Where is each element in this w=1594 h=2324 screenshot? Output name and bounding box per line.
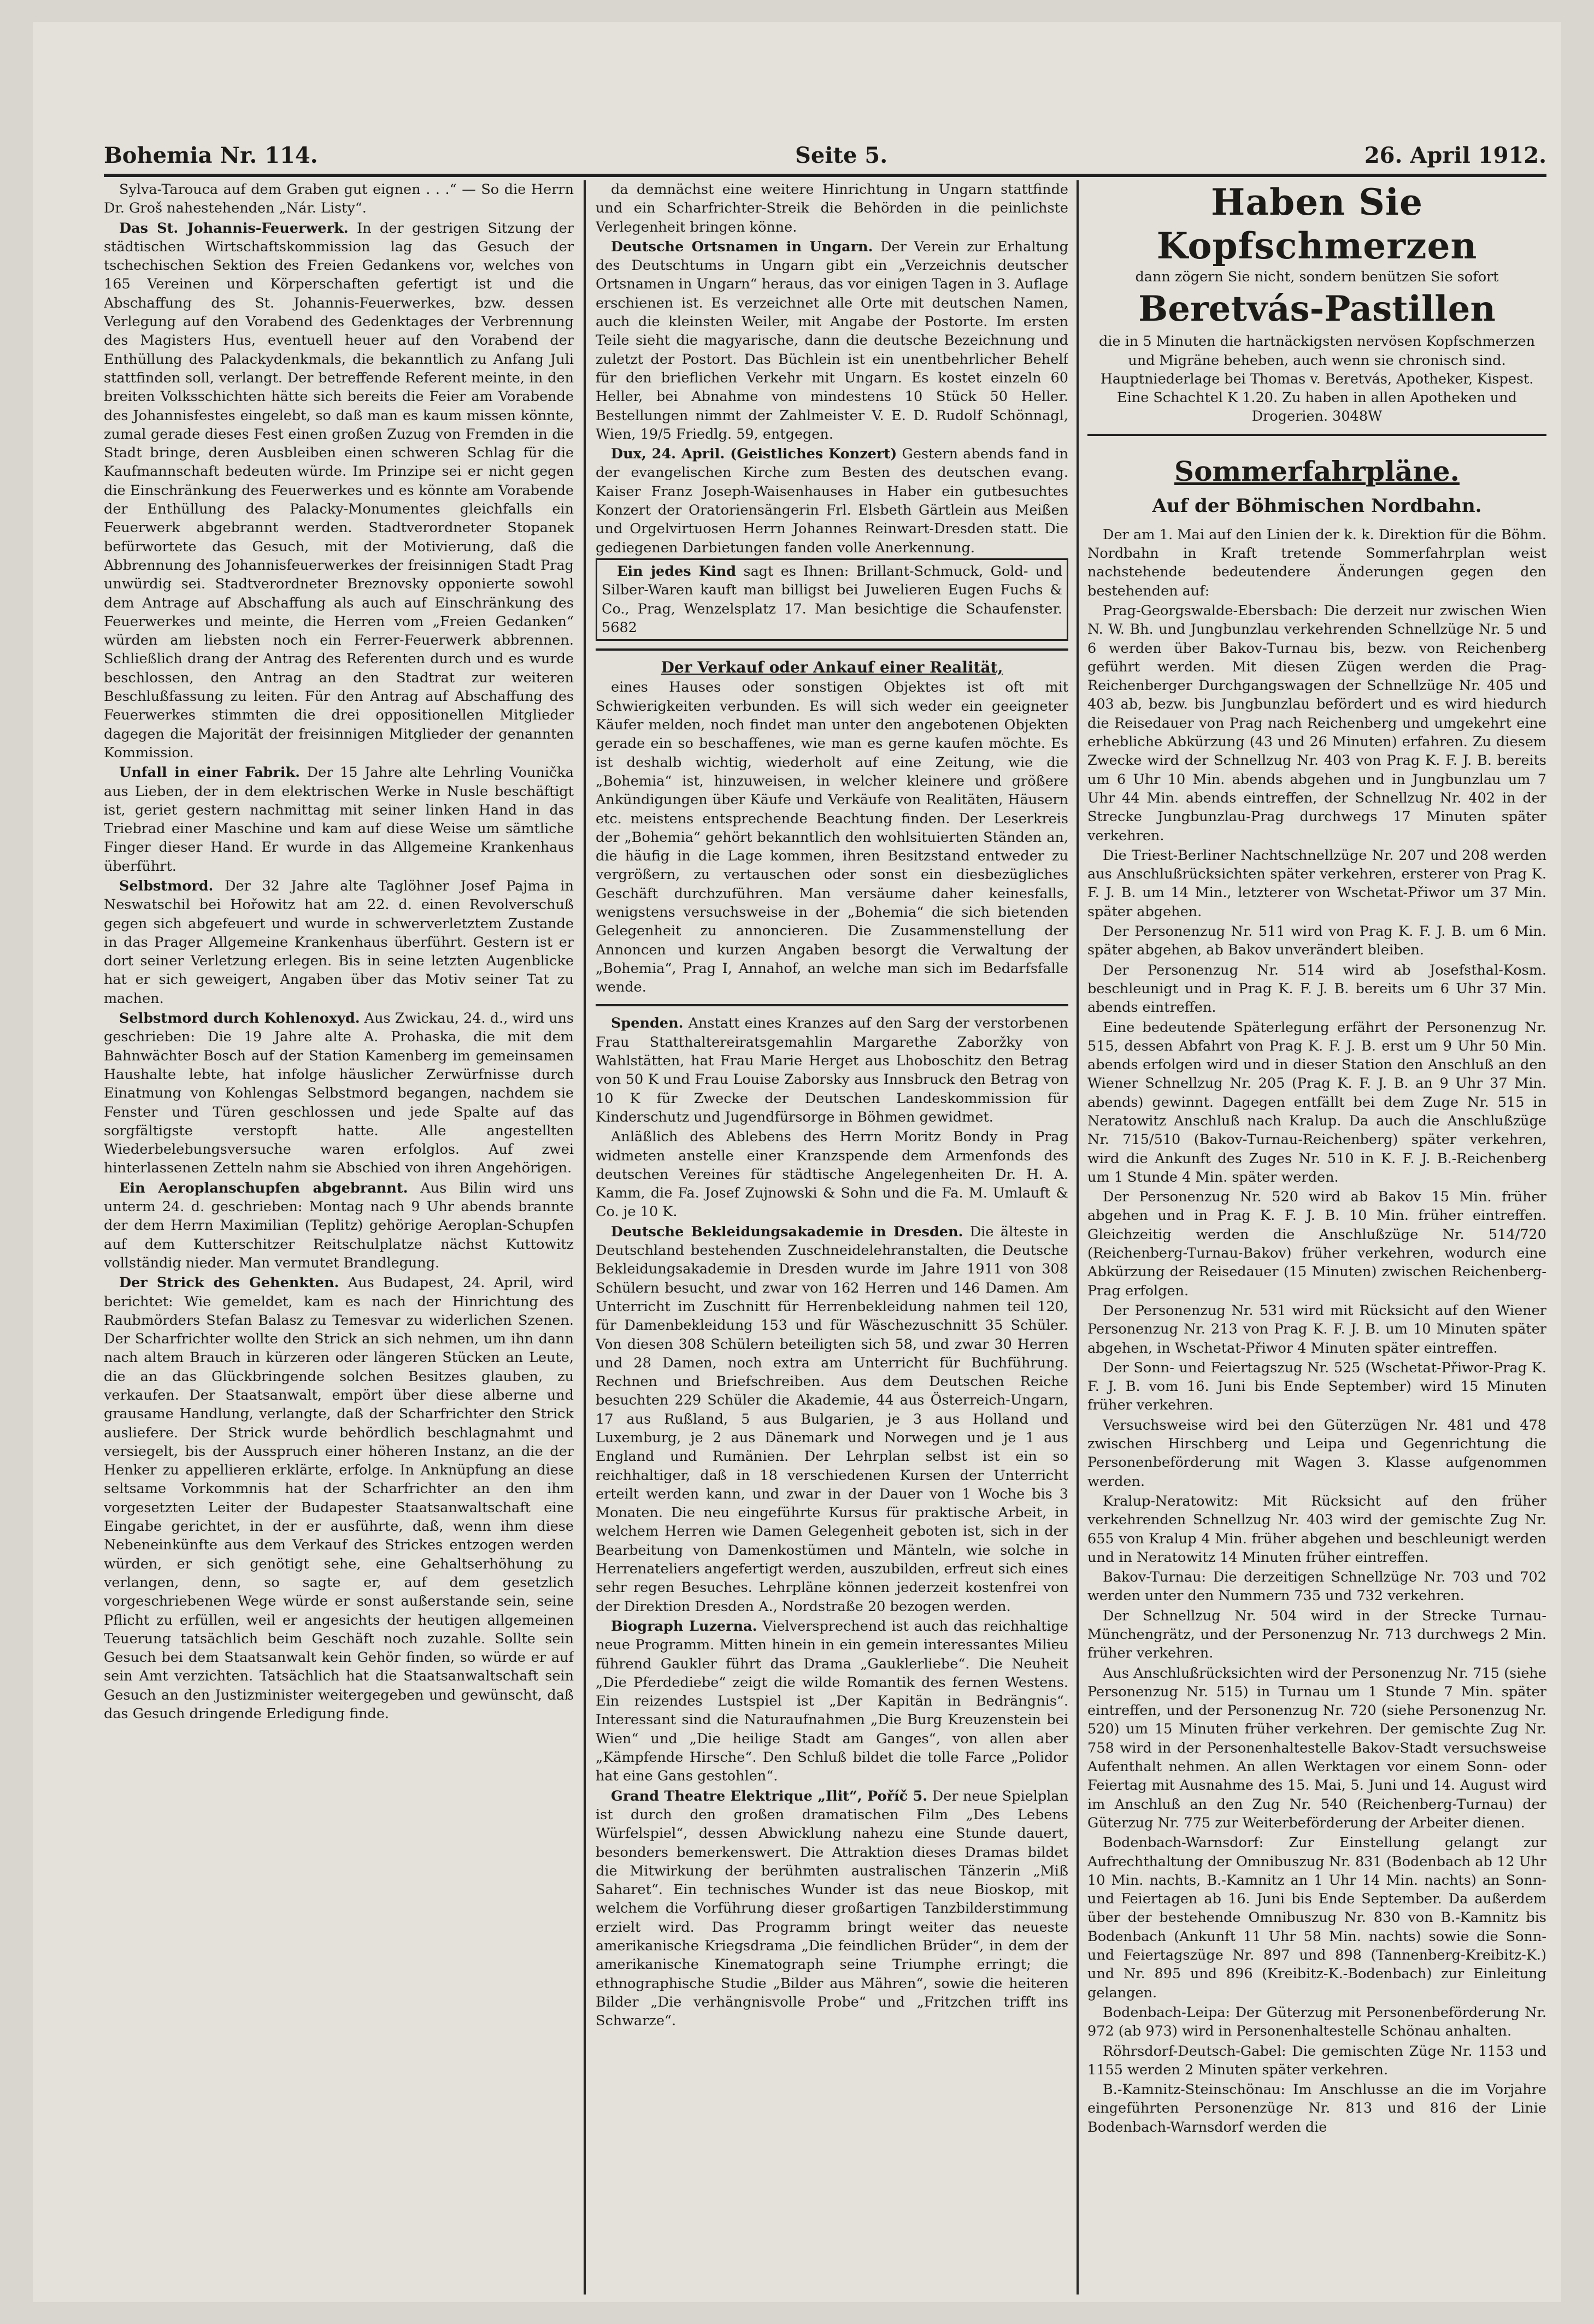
timetable-paragraph: Eine bedeutende Späterlegung erfährt der Personenzug Nr. 515, dessen Abfahrt von Prag K. F. J. B. erst um 9 Uhr 50 Min. abends erfolgen wird und in dieser Station den Anschluß an den Wiener Schnellzug Nr. 205 (Prag K. F. J. B. an 9 Uhr 37 Min. abends) gewinnt. Dagegen entfällt bei dem Zuge Nr. 515 in Neratowitz Anschluß nach Kralup. Da auch die Anschlußzüge Nr. 715/510 (Bakov-Turnau-Reichenberg) später verkehren, wird die Ankunft des Zuges Nr. 510 in K. F. J. B.-Reichenberg um 1 Stunde 4 Min. später werden.: [1087, 1019, 1546, 1185]
article-heading: Dux, 24. April. (Geistliches Konzert): [611, 446, 897, 463]
ad-text: die in 5 Minuten die hartnäckigsten nervösen Kopfschmerzen und Migräne beheben, auch wenn sie chronisch sind. Hauptniederlage bei Thomas v. Beretvás, Apotheker, Kispest. Eine Schachtel K 1.20. Zu haben in allen Apotheken und Drogerien. 3048W: [1098, 333, 1536, 425]
section-subtitle: Auf der Böhmischen Nordbahn.: [1152, 494, 1482, 517]
article-body: In der gestrigen Sitzung der städtischen Wirtschaftskommission lag das Gesuch der tschechischen Sektion des Freien Gedankens vor, welches von 165 Vereinen und Körperschaften gefertigt ist und die Abschaffung des St. Johannis-Feuerwerkes, bzw. dessen Verlegung auf den Vorabend des Gedenktages der Verbrennung des Magisters Hus, eventuell heuer auf den Vorabend der Enthüllung des Palackydenkmals, die bekanntlich zu Anfang Juli stattfinden soll, verlangt. Der betreffende Referent meinte, in den breiten Volksschichten hätte sich bereits die Feier am Vorabende des Johannisfestes eingelebt, so daß man es kaum missen könnte, zumal gerade dieses Fest einen großen Zuzug von Fremden in die Stadt bringe, deren Ausbleiben einen schweren Schlag für die Kaufmannschaft bedeuten würde. Im Prinzipe sei er nicht gegen die Einschränkung des Feuerwerkes und es könnte am Vorabende der Enthüllung des Palacky-Monumentes gleichfalls ein Feuerwerk abgebrannt werden. Stadtverordneter Stopanek befürwortete das Gesuch, mit der Motivierung, daß die Abbrennung des Johannisfeuerwerkes der freisinnigen Stadt Prag unwürdig sei. Stadtverordneter Breznovsky opponierte sowohl dem Antrage auf Abschaffung als auch auf Einschränkung des Feuerwerkes und meinte, die Herren vom „Freien Gedanken“ würden am liebsten noch ein Ferrer-Feuerwerk abbrennen. Schließlich drang der Antrag des Referenten durch und es wurde beschlossen, den Antrag an den Stadtrat zur weiteren Beschlußfassung zu leiten. Für den Antrag auf Abschaffung des Feuerwerkes stimmten die drei oppositionellen Mitglieder dagegen die Majorität der freisinnigen Mitglieder der genannten Kommission.: [104, 220, 574, 761]
article: [104, 1009, 574, 1178]
divider: [1087, 434, 1546, 436]
article-continuation: Sylva-Tarouca auf dem Graben gut eignen . . .“ — So die Herrn Dr. Groš nahestehenden „Nár. Listy“.: [104, 181, 574, 217]
ad-heading: Ein jedes Kind: [617, 563, 737, 580]
ad-brand: Beretvás-Pastillen: [1138, 288, 1496, 330]
article-body: Die älteste in Deutschland bestehenden Zuschneidelehranstalten, die Deutsche Bekleidungsakademie in Dresden wurde im Jahre 1911 von 308 Schülern besucht, und zwar von 162 Herren und 146 Damen. Am Unterricht im Zuschnitt für Herrenbekleidung nahmen teil 120, für Damenbekleidung 153 und für Wäschezuschnitt 35 Schüler. Von diesen 308 Schülern beteiligten sich 58, und zwar 30 Herren und 28 Damen, noch extra am Unterricht für Buchführung. Rechnen und Briefschreiben. Aus dem Deutschen Reiche besuchten 229 Schüler die Akademie, 44 aus Österreich-Ungarn, 17 aus Rußland, 5 aus Bulgarien, je 3 aus Holland und Luxemburg, je 2 aus Dänemark und Norwegen und je 1 aus England und Rumänien. Der Lehrplan selbst ist ein so reichhaltiger, daß in 18 verschiedenen Kursen der Unterricht erteilt werden kann, und zwar in der Dauer von 1 Woche bis 3 Monaten. Die neu eingeführte Kursus für praktische Arbeit, in welchem Herren wie Damen Gelegenheit geboten ist, sich in der Bearbeitung von Damenkostümen und Mänteln, wie solche in Herrenateliers angefertigt werden, auszubilden, erfreut sich eines sehr regen Besuches. Lehrpläne können jederzeit kostenfrei von der Direktion Dresden A., Nordstraße 20 bezogen werden.: [596, 1223, 1068, 1615]
timetable-paragraph: Röhrsdorf-Deutsch-Gabel: Die gemischten Züge Nr. 1153 und 1155 werden 2 Minuten später verkehren.: [1087, 2043, 1546, 2078]
article-body: Aus Budapest, 24. April, wird berichtet: Wie gemeldet, kam es nach der Hinrichtung des Raubmörders Stefan Balasz zu Temesvar zu widerlichen Szenen. Der Scharfrichter wollte den Strick an sich nehmen, um ihn dann nach altem Brauch in kürzeren oder längeren Stücken an Leute, die an das Glückbringende solchen Besitzes glauben, zu verkaufen. Der Staatsanwalt, empört über diese alberne und grausame Handlung, verlangte, daß der Scharfrichter den Strick ausliefere. Der Strick wurde behördlich beschlagnahmt und versiegelt, bis der Ausspruch einer höheren Instanz, an die der Henker zu appellieren erklärte, erfolge. In Anknüpfung an diese seltsame Vorkommnis hat der Scharfrichter an den ihm vorgesetzten Leiter der Budapester Staatsanwaltschaft eine Eingabe gerichtet, in der er ausführte, daß, wenn ihm diese Nebeneinkünfte aus dem Verkauf des Strickes entzogen werden würden, er sich genötigt sehe, eine Gehaltserhöhung zu verlangen, denn, so sagte er, auf dem gesetzlich vorgeschriebenen Wege würde er sonst außerstande sein, seine Pflicht zu erfüllen, weil er angesichts der heutigen allgemeinen Teuerung tatsächlich beim Geschäft noch zuzahle. Sollte sein Gesuch bei dem Staatsanwalt kein Gehör finden, so würde er auf sein Amt verzichten. Tatsächlich hat die Staatsanwaltschaft sein Gesuch an den Justizminister weitergegeben und gewünscht, daß das Gesuch dringende Erledigung finde.: [104, 1275, 574, 1723]
article-continuation: da demnächst eine weitere Hinrichtung in Ungarn stattfinde und ein Scharfrichter-Streik die Behörden in die peinlichste Verlegenheit bringen könne.: [596, 181, 1068, 235]
timetable-paragraph: Der Personenzug Nr. 514 wird ab Josefsthal-Kosm. beschleunigt und in Prag K. F. J. B. bereits um 6 Uhr 37 Min. abends eintreffen.: [1087, 962, 1546, 1016]
article-heading: Biograph Luzerna.: [611, 1618, 757, 1635]
article-body: Anstatt eines Kranzes auf den Sarg der verstorbenen Frau Statthaltereiratsgemahlin Margarethe Zaboržky von Wahlstätten, hat Frau Marie Herget aus Lhoboschitz den Betrag von 50 K und Frau Louise Zaborsky aus Innsbruck den Betrag von 10 K für Zwecke der Deutschen Landeskommission für Kinderschutz und Jugendfürsorge in Böhmen gewidmet.: [596, 1015, 1068, 1125]
timetable-paragraph: Bakov-Turnau: Die derzeitigen Schnellzüge Nr. 703 und 702 werden unter den Nummern 735 und 732 verkehren.: [1087, 1569, 1546, 1605]
timetable-paragraph: B.-Kamnitz-Steinschönau: Im Anschlusse an die im Vorjahre eingeführten Personenzüge Nr. 813 und 816 der Linie Bodenbach-Warnsdorf werden die: [1087, 2081, 1546, 2136]
article-body: Vielversprechend ist auch das reichhaltige neue Programm. Mitten hinein in ein gemein interessantes Milieu führend Gaukler führt das Drama „Gauklerliebe“. Die Neuheit „Die Pferdediebe“ zeigt die wilde Romantik des fernen Westens. Ein reizendes Lustspiel ist „Der Kapitän in Bedrängnis“. Interessant sind die Naturaufnahmen „Die Burg Kreuzenstein bei Wien“ und „Die heilige Stadt am Ganges“, von allen aber „Kämpfende Hirsche“. Den Schluß bildet die tolle Farce „Polidor hat eine Gans gestohlen“.: [596, 1618, 1068, 1785]
article: [104, 1273, 574, 1723]
article-heading: Der Strick des Gehenkten.: [119, 1275, 339, 1291]
section-title: Sommerfahrpläne.: [1174, 455, 1460, 487]
article-body: Gestern abends fand in der evangelischen Kirche zum Besten des deutschen evang. Kaiser Franz Joseph-Waisenhauses in Haber ein gutbesuchtes Konzert der Oratoriensängerin Frl. Elsbeth Gärtlein aus Meißen und Orgelvirtuosen Herrn Johannes Reinwart-Dresden statt. Die gediegenen Darbietungen fanden volle Anerkennung.: [596, 446, 1068, 556]
article-body: Der 15 Jahre alte Lehrling Vounička aus Lieben, der in dem elektrischen Werke in Nusle beschäftigt ist, geriet gestern nachmittag mit seiner linken Hand in das Triebrad einer Maschine und kam auf diese Weise um sämtliche Finger dieser Hand. Er wurde in das Allgemeine Krankenhaus überführt.: [104, 764, 574, 875]
article: [596, 238, 1068, 444]
header-page-number: Seite 5.: [795, 143, 888, 168]
column-2: [596, 180, 1068, 2294]
article: [596, 1014, 1068, 1126]
column-rule: [1077, 180, 1079, 2294]
column-3: [1087, 180, 1546, 2294]
timetable-paragraph: Der Personenzug Nr. 511 wird von Prag K. F. J. B. um 6 Min. später abgehen, ab Bakov unverändert bleiben.: [1087, 923, 1546, 959]
ad-subtitle: dann zögern Sie nicht, sondern benützen Sie sofort: [1135, 269, 1499, 285]
article-heading: Deutsche Bekleidungsakademie in Dresden.: [611, 1223, 963, 1240]
timetable-paragraph: Kralup-Neratowitz: Mit Rücksicht auf den früher verkehrenden Schnellzug Nr. 403 wird der gemischte Zug Nr. 655 von Kralup 4 Min. früher abgehen und beschleunigt werden und in Neratowitz 14 Minuten früher eintreffen.: [1087, 1493, 1546, 1566]
timetable-paragraph: Der Personenzug Nr. 531 wird mit Rücksicht auf den Wiener Personenzug Nr. 213 von Prag K. F. J. B. um 10 Minuten später abgehen, in Wschetat-Přiwor 4 Minuten später eintreffen.: [1087, 1302, 1546, 1356]
timetable-paragraph: Die Triest-Berliner Nachtschnellzüge Nr. 207 und 208 werden aus Anschlußrücksichten später verkehren, ersterer von Prag K. F. J. B. um 14 Min., letzterer von Wschetat-Přiwor um 37 Min. später abgehen.: [1087, 847, 1546, 920]
timetable-paragraph: Aus Anschlußrücksichten wird der Personenzug Nr. 715 (siehe Personenzug Nr. 515) in Turnau um 1 Stunde 7 Min. später eintreffen, und der Personenzug Nr. 720 (siehe Personenzug Nr. 520) um 15 Minuten früher verkehren. Der gemischte Zug Nr. 758 wird in der Personenhaltestelle Bakov-Stadt versuchsweise Aufenthalt nehmen. An allen Werktagen vor einem Sonn- oder Feiertag mit Ausnahme des 15. Mai, 5. Juni und 14. August wird im Anschluß an den Zug Nr. 540 (Reichenberg-Turnau) der Güterzug Nr. 775 zur Weiterbeförderung der Arbeiter dienen.: [1087, 1665, 1546, 1831]
article: [104, 1179, 574, 1272]
article-heading: Spenden.: [611, 1015, 684, 1032]
header-issue: Bohemia Nr. 114.: [104, 143, 318, 168]
page-header: [104, 135, 1546, 177]
article-heading: Unfall in einer Fabrik.: [119, 764, 300, 781]
timetable-paragraph: Der Sonn- und Feiertagszug Nr. 525 (Wschetat-Přiwor-Prag K. F. J. B. vom 16. Juni bis Ende September) wird 15 Minuten früher verkehren.: [1087, 1359, 1546, 1414]
timetable-paragraph: Prag-Georgswalde-Ebersbach: Die derzeit nur zwischen Wien N. W. Bh. und Jungbunzlau verkehrenden Schnellzüge Nr. 5 und 6 werden über Bakov-Turnau bis, bezw. von Reichenberg geführt werden. Mit diesen Zügen werden die Prag-Reichenberger Durchgangswagen der Schnellzüge Nr. 405 und 403 ab, bezw. bis Jungbunzlau befördert und es wird hiedurch die Reisedauer von Prag nach Reichenberg und umgekehrt eine erhebliche Abkürzung (43 und 26 Minuten) erfahren. Zu diesem Zwecke wird der Schnellzug Nr. 403 von Prag K. F. J. B. bereits um 6 Uhr 10 Min. abends abgehen und in Jungbunzlau um 7 Uhr 44 Min. abends eintreffen, der Schnellzug Nr. 402 in der Strecke Jungbunzlau-Prag durchwegs 17 Minuten später verkehren.: [1087, 602, 1546, 844]
article-heading: Selbstmord.: [119, 877, 214, 894]
advertisement-pastilles: [1087, 180, 1546, 426]
header-date: 26. April 1912.: [1364, 143, 1546, 168]
article: [104, 763, 574, 876]
timetable-paragraph: Der Schnellzug Nr. 504 wird in der Strecke Turnau-Münchengrätz, und der Personenzug Nr. 713 durchwegs 2 Min. früher verkehren.: [1087, 1607, 1546, 1662]
article-body: Der 32 Jahre alte Taglöhner Josef Pajma in Neswatschil bei Hořowitz hat am 22. d. einen Revolverschuß gegen sich abgefeuert und wurde in schwerverletztem Zustande in das Prager Allgemeine Krankenhaus überführt. Gestern ist er dort seiner Verletzung erlegen. Bis in seine letzten Augenblicke hat er sich geweigert, Angaben über das Motiv seiner Tat zu machen.: [104, 877, 574, 1007]
article-body: Anläßlich des Ablebens des Herrn Moritz Bondy in Prag widmeten anstelle einer Kranzspende dem Armenfonds des deutschen Vereines für städtische Angelegenheiten Dr. H. A. Kamm, die Fa. Josef Zujnowski & Sohn und die Fa. M. Umlauft & Co. je 10 K.: [596, 1129, 1068, 1220]
article-heading: Ein Aeroplanschupfen abgebrannt.: [119, 1179, 408, 1196]
article-heading: Das St. Johannis-Feuerwerk.: [119, 220, 349, 237]
article-body: Aus Bilin wird uns unterm 24. d. geschrieben: Montag nach 9 Uhr abends brannte der dem Herrn Maximilian (Teplitz) gehörige Aeroplan-Schupfen auf dem Kutterschitzer Reitschulplatze nächst Kuttowitz vollständig nieder. Man vermutet Brandlegung.: [104, 1179, 574, 1271]
article: [596, 1787, 1068, 2031]
article-heading: Selbstmord durch Kohlenoxyd.: [119, 1010, 360, 1027]
timetable-paragraph: Bodenbach-Warnsdorf: Zur Einstellung gelangt zur Aufrechthaltung der Omnibuszug Nr. 831 (Bodenbach ab 12 Uhr 10 Min. nachts, B.-Kamnitz an 1 Uhr 14 Min. nachts) an Sonn- und Feiertagen ab 16. Juni bis Ende September. Da außerdem über der bestehende Omnibuszug Nr. 830 von B.-Kamnitz bis Bodenbach (Ankunft 11 Uhr 58 Min. nachts) sowie die Sonn- und Feiertagszüge Nr. 897 und 898 (Tannenberg-Kreibitz-K.) und Nr. 895 und 896 (Kreibitz-K.-Bodenbach) zur Einleitung gelangen.: [1087, 1835, 1546, 2001]
timetable-paragraph: Der Personenzug Nr. 520 wird ab Bakov 15 Min. früher abgehen und in Prag K. F. J. B. 10 Min. früher eintreffen. Gleichzeitig werden die Anschlußzüge Nr. 514/720 (Reichenberg-Turnau-Bakov) früher verkehren, wodurch eine Abkürzung der Reisedauer (15 Minuten) zwischen Reichenberg-Prag erfolgen.: [1087, 1189, 1546, 1299]
article: [104, 877, 574, 1008]
article: [596, 1617, 1068, 1786]
divider: [596, 648, 1068, 651]
notice-body: eines Hauses oder sonstigen Objektes ist oft mit Schwierigkeiten verbunden. Es will sich weder ein geeigneter Käufer melden, noch findet man unter den angebotenen Objekten gerade ein so beschaffenes, wie man es gerne kaufen möchte. Es ist deshalb wichtig, wiederholt auf eine Zeitung, wie die „Bohemia“ ist, hinzuweisen, in welcher kleinere und größere Ankündigungen über Käufe und Verkäufe von Realitäten, Häusern etc. meistens entsprechende Beachtung finden. Der Leserkreis der „Bohemia“ gehört bekanntlich den wohlsituierten Ständen an, die häufig in die Lage kommen, ihren Besitzstand entweder zu vergrößern, zu vertauschen oder sonst ein diesbezügliches Geschäft durchzuführen. Man versäume daher keinesfalls, wenigstens versuchsweise in der „Bohemia“ die sich bietenden Gelegenheit zu annoncieren. Die Zusammenstellung der Annoncen und kurzen Angaben besorgt die Verwaltung der „Bohemia“, Prag I, Annahof, an welche man sich im Bedarfsfalle wende.: [596, 679, 1068, 996]
article-body: Aus Zwickau, 24. d., wird uns geschrieben: Die 19 Jahre alte A. Prohaska, die mit dem Bahnwächter Bosch auf der Station Kamenberg im gemeinsamen Haushalte lebte, hat infolge häuslicher Zerwürfnisse durch Einatmung von Kohlengas Selbstmord begangen, nachdem sie Fenster und Türen geschlossen und jede Spalte auf das sorgfältigste verstopft hatte. Alle angestellten Wiederbelebungsversuche waren erfolglos. Auf zwei hinterlassenen Zetteln nahm sie Abschied von ihren Angehörigen.: [104, 1010, 574, 1177]
ad-title: Haben Sie Kopfschmerzen: [1156, 181, 1478, 267]
article-body: Der Verein zur Erhaltung des Deutschtums in Ungarn gibt ein „Verzeichnis deutscher Ortsnamen in Ungarn“ heraus, das vor einigen Tagen in 3. Auflage erschienen ist. Es verzeichnet alle Orte mit deutschen Namen, auch die kleinsten Weiler, mit Angabe der Postorte. Im ersten Teile sieht die magyarische, dann die deutsche Bezeichnung und zuletzt der Postort. Das Büchlein ist ein unentbehrlicher Behelf für den brieflichen Verkehr mit Ungarn. Es kostet einzeln 60 Heller, bei Abnahme von mindestens 10 Stück 50 Heller. Bestellungen nimmt der Zahlmeister V. E. D. Rudolf Schönnagl, Wien, 19/5 Friedlg. 59, entgegen.: [596, 238, 1068, 443]
article: [596, 1223, 1068, 1616]
advertisement-jeweler: [596, 558, 1068, 641]
notice-heading: Der Verkauf oder Ankauf einer Realität,: [661, 658, 1003, 677]
timetable-paragraph: Der am 1. Mai auf den Linien der k. k. Direktion für die Böhm. Nordbahn in Kraft tretende Sommerfahrplan weist nachstehende bedeutendere Änderungen gegen den bestehenden auf:: [1087, 526, 1546, 599]
article-body: Der neue Spielplan ist durch den großen dramatischen Film „Des Lebens Würfelspiel“, dessen Abwicklung nahezu eine Stunde dauert, besonders bemerkenswert. Die Attraktion dieses Dramas bildet die Mitwirkung der berühmten australischen Tänzerin „Miß Saharet“. Ein technisches Wunder ist das neue Bioskop, mit welchem die Vorführung dieser großartigen Tanzbilderstimmung erzielt wird. Das Programm bringt weiter das neueste amerikanische Kriegsdrama „Die feindlichen Brüder“, in dem der amerikanische Kinematograph seine Triumphe erringt; die ethnographische Studie „Bilder aus Mähren“, sowie die heiteren Bilder „Die verhängnisvolle Probe“ und „Fritzchen trifft ins Schwarze“.: [596, 1788, 1068, 2030]
timetable-paragraph: Versuchsweise wird bei den Güterzügen Nr. 481 und 478 zwischen Hirschberg und Leipa und Gegenrichtung die Personenbeförderung mit Wagen 3. Klasse aufgenommen werden.: [1087, 1417, 1546, 1490]
article: [596, 445, 1068, 557]
ad-body: sagt es Ihnen: Brillant-Schmuck, Gold- und Silber-Waren kauft man billigst bei Juwelieren Eugen Fuchs & Co., Prag, Wenzelsplatz 17. Man besichtige die Schaufenster. 5682: [602, 563, 1063, 636]
article-heading: Deutsche Ortsnamen in Ungarn.: [611, 238, 873, 255]
article-heading: Grand Theatre Elektrique „Ilit“, Poříč 5.: [611, 1788, 928, 1804]
column-1: [104, 180, 574, 2294]
timetable-paragraph: Bodenbach-Leipa: Der Güterzug mit Personenbeförderung Nr. 972 (ab 973) wird in Personenhaltestelle Schönau anhalten.: [1087, 2004, 1546, 2040]
article: [104, 219, 574, 763]
divider: [596, 1004, 1068, 1006]
column-rule: [584, 180, 586, 2294]
